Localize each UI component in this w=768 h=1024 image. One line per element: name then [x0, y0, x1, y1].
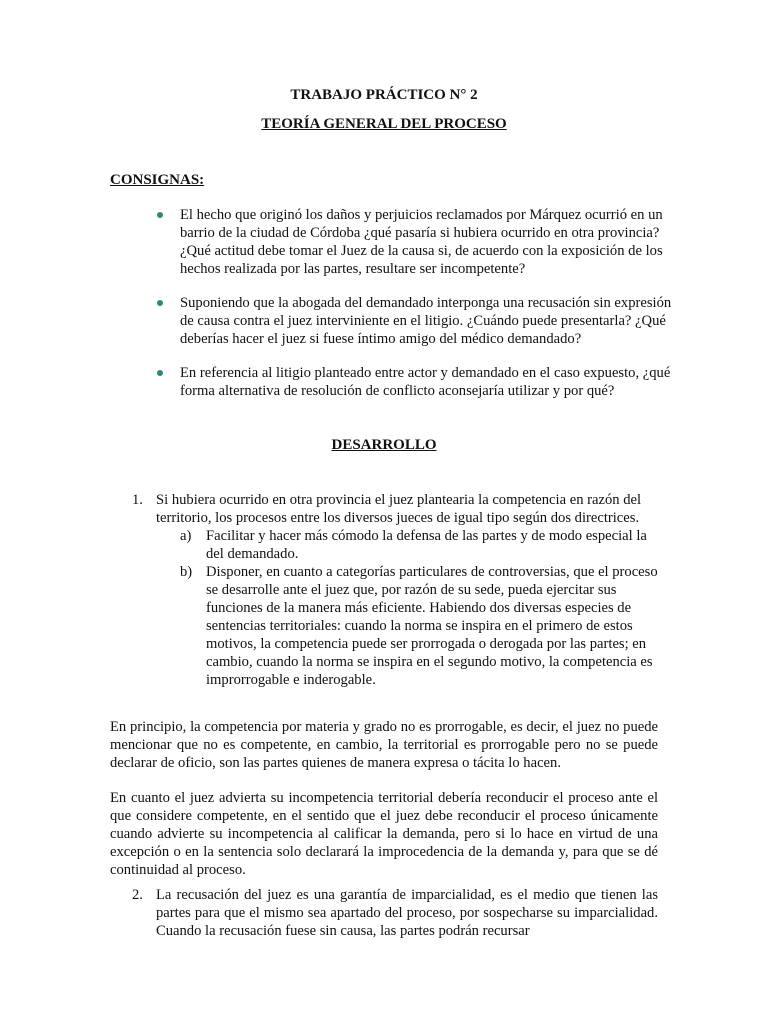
- sub-item-letter: a): [180, 528, 192, 544]
- consignas-list: [153, 206, 673, 416]
- paragraph: En cuanto el juez advierta su incompetencia territorial debería reconducir el proceso ante el que considere competente, en el sentido que el juez debe reconducir el proceso únicamente cuando advierte su incompetencia al calificar la demanda, pero si lo hace en virtud de una excepción o en la sentencia solo declarará la improcedencia de la demanda y, para que se dé continuidad al proceso.: [110, 790, 658, 878]
- bullet-icon: [157, 370, 163, 376]
- consigna-text: El hecho que originó los daños y perjuicios reclamados por Márquez ocurrió en un barrio de la ciudad de Córdoba ¿qué pasaría si hubiera ocurrido en otra provincia? ¿Qué actitud debe tomar el Juez de la causa si, de acuerdo con la exposición de los hechos realizada por las partes, resultare ser incompetente?: [180, 207, 663, 277]
- desarrollo-heading: DESARROLLO: [331, 437, 437, 453]
- desarrollo-item-1: [110, 491, 658, 689]
- sub-item-b: [180, 563, 658, 689]
- consigna-item: [153, 364, 673, 400]
- sub-item-text: Facilitar y hacer más cómodo la defensa de las partes y de modo especial la del demandado.: [206, 528, 647, 562]
- bullet-icon: [157, 212, 163, 218]
- consigna-text: Suponiendo que la abogada del demandado interponga una recusación sin expresión de causa contra el juez interviniente en el litigio. ¿Cuándo puede presentarla? ¿Qué deberías hacer el juez si fuese íntimo amigo del médico demandado?: [180, 295, 672, 347]
- consigna-text: En referencia al litigio planteado entre actor y demandado en el caso expuesto, ¿qué forma alternativa de resolución de conflicto aconsejaría utilizar y por qué?: [180, 365, 671, 399]
- consigna-item: [153, 206, 673, 278]
- item-text: La recusación del juez es una garantía de imparcialidad, es el medio que tienen las partes para que el mismo sea apartado del proceso, por sospecharse su imparcialidad. Cuando la recusación fuese sin causa, las partes podrán recursar: [156, 887, 658, 939]
- sub-item-text: Disponer, en cuanto a categorías particulares de controversias, que el proceso se desarrolle ante el juez que, por razón de su sede, pueda ejercitar sus funciones de la manera más eficiente. Habiendo dos diversas especies de sentencias territoriales: cuando la norma se inspira en el primero de estos motivos, la competencia puede ser prorrogada o derogada por las partes; en cambio, cuando la norma se inspira en el segundo motivo, la competencia es improrrogable e inderogable.: [206, 564, 658, 688]
- consigna-item: [153, 294, 673, 348]
- consignas-heading: CONSIGNAS:: [110, 172, 205, 188]
- item-number: 1.: [132, 492, 143, 508]
- desarrollo-item-2: [110, 886, 658, 940]
- document-title: TRABAJO PRÁCTICO N° 2: [290, 87, 478, 103]
- bullet-icon: [157, 300, 163, 306]
- document-subtitle: TEORÍA GENERAL DEL PROCESO: [261, 116, 507, 132]
- item-number: 2.: [132, 887, 143, 903]
- sub-item-a: [180, 527, 658, 563]
- sub-item-letter: b): [180, 564, 193, 580]
- item-text: Si hubiera ocurrido en otra provincia el juez plantearia la competencia en razón del territorio, los procesos entre los diversos jueces de igual tipo según dos directrices.: [156, 492, 642, 526]
- paragraph: En principio, la competencia por materia y grado no es prorrogable, es decir, el juez no puede mencionar que no es competente, en cambio, la territorial es prorrogable pero no se puede declarar de oficio, son las partes quienes de manera expresa o tácita lo hacen.: [110, 719, 658, 771]
